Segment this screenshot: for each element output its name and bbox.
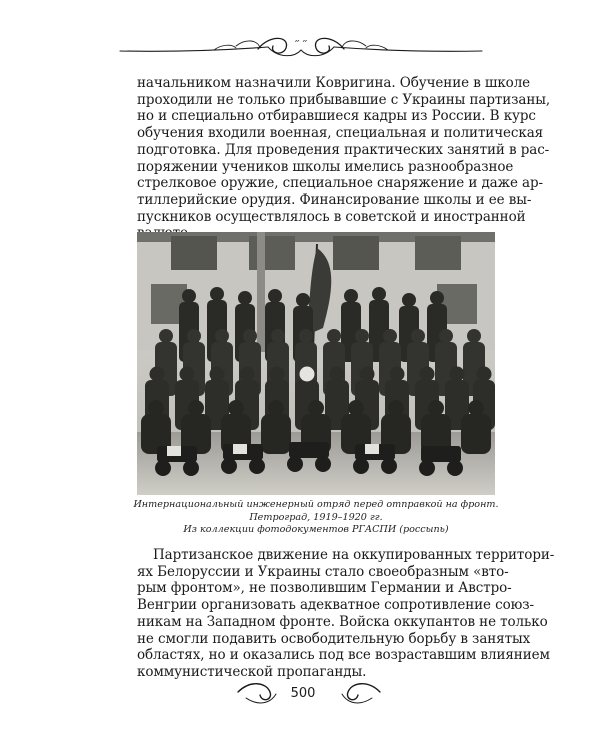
text-line: областях, но и оказались под все возраставшим влиянием [137,647,550,664]
photo-caption [120,499,512,537]
caption-line: Петроград, 1919–1920 гг. [249,511,383,523]
text-line: проходили не только прибывавшие с Украины партизаны, [137,91,551,108]
text-line: подготовка. Для проведения практических занятий в рас- [137,141,550,158]
text-line: Венгрии организовать адекватное сопротивление союз- [137,597,534,614]
group-portrait-photo-icon [137,232,495,495]
body-paragraph-1 [137,75,551,242]
text-line: но и специально отбиравшиеся кадры из России. В курс [137,108,536,125]
text-line: обучения входили военная, специальная и политическая [137,125,544,142]
text-line: начальником назначили Ковригина. Обучение в школе [137,75,531,91]
double-flourish-divider-icon [118,26,484,66]
page-number: 500 [290,686,316,701]
text-line: поряжении учеников школы имелись разнообразное [137,158,514,175]
text-line: рым фронтом», не позволившим Германии и Австро- [137,580,512,597]
text-line: стрелковое оружие, специальное снаряжение и даже ар- [137,175,543,192]
text-line: тиллерийские орудия. Финансирование школы и ее вы- [137,191,532,208]
caption-line: Из коллекции фотодокументов РГАСПИ (россыпь) [183,524,449,536]
text-line: никам на Западном фронте. Войска оккупантов не только [137,613,548,630]
text-line: ях Белоруссии и Украины стало своеобразным «вто- [137,563,509,580]
text-line: Партизанское движение на оккупированных территори- [153,547,555,563]
caption-line: Интернациональный инженерный отряд перед отправкой на фронт. [133,499,499,510]
text-line: коммунистической пропаганды. [137,663,367,680]
svg-text:˶ ˶: ˶ ˶ [295,32,307,46]
group-portrait-photo [137,232,495,495]
body-paragraph-2 [137,547,555,681]
text-line: пускников осуществлялось в советской и иностранной [137,208,526,225]
text-line: не смогли подавить освободительную борьбу в занятых [137,630,531,647]
